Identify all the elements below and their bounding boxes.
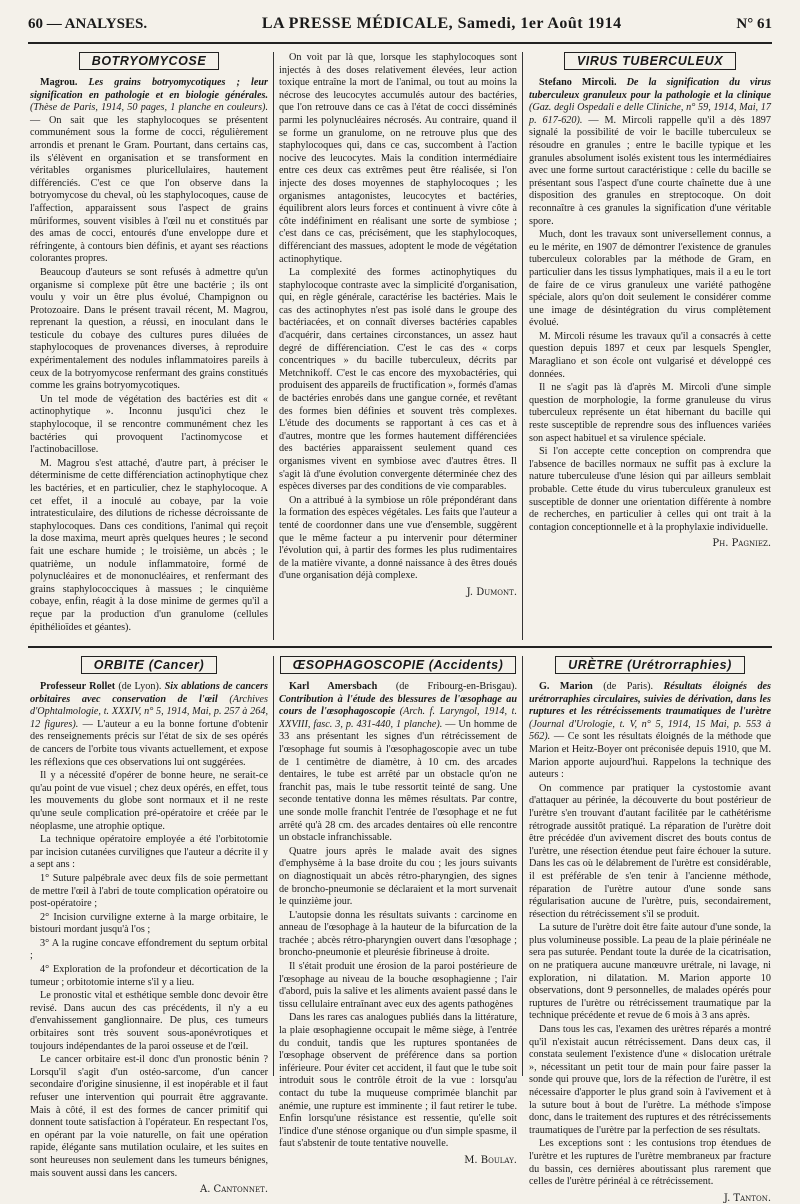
article-uretre	[529, 681, 771, 1189]
paragraph: Il ne s'agit pas là d'après M. Mircoli d'une simple question de morphologie, la forme granuleuse du virus tuberculeux représente un état hibernant du bacille qui reste susceptible de reprendre sous des influences variées son aspect habituel et sa virulence spéciale.	[529, 382, 771, 444]
paragraph: — M. Mircoli rappelle qu'il a dès 1897 signalé la possibilité de voir le bacille tuberculeux se résoudre en granules ; entre le bacille typique et les granules absolument isolés existent tous les intermédiaires avec une forme surtout caractéristique : celle du bacille se présentant sous l'aspect d'une courte chaînette due à une disposition des granules en streptocoque. On doit reconnaître à ces granules la signification d'une véritable spore.	[529, 114, 771, 227]
paragraph: Si l'on accepte cette conception on comprendra que l'absence de bacilles normaux ne suffit pas à exclure la nature tuberculeuse d'une lésion qui par ailleurs semblait probable. Cette étude du virus tuberculeux granuleux est susceptible de donner une orientation différente à nombre de recherches, en particulier à celles qui ont trait à la contagion conceptionnelle et à la prophylaxie individuelle.	[529, 446, 771, 533]
article-botryomycose-part1	[30, 77, 268, 634]
article-title: De la signification du virus tuberculeux granuleux pour la pathologie et la clinique	[529, 77, 772, 101]
signature: Ph. Pagniez.	[712, 538, 771, 550]
paragraph: Dans les rares cas analogues publiés dans la littérature, la plaie œsophagienne occupait le même siège, à l'entrée du conduit, tandis que les ruptures spontanées de l'œsophage observent de préférence dans sa portion inférieure. Pour éviter cet accident, il faut que le tube soit introduit sous le contrôle étroit de la vue : lorsqu'au contact du tube la muqueuse comprimée blanchit par anémie, une rupture est imminente ; il faut retirer le tube. Enfin lorsqu'une résistance est ressentie, qu'elle soit l'indice d'une sténose organique ou d'un simple spasme, il faut s'abstenir de toute tentative nouvelle.	[279, 1012, 517, 1150]
author-name: Stefano Mircoli.	[539, 77, 617, 88]
paragraph: On voit par là que, lorsque les staphylocoques sont injectés à des doses relativement élevées, leur action toxique entraîne la mort de l'animal, ou tout au moins la nécrose des leucocytes accumulés autour des bactéries, que l'on retrouve dans ce cas à l'état de cocci disséminés parmi les polynucléaires nécrosés. Au contraire, quand il se forme un granulome, on ne retrouve plus que des staphylocoques qui, dans ce cas, succombent à l'action nocive des leucocytes. Mais la condition intermédiaire entre ces deux cas extrêmes peut être réalisée, si l'on injecte des doses moyennes de staphylocoques ; les organismes antagonistes, leucocytes et bactéries, équilibrent alors leurs forces et continuent à vivre côte à côte indéfiniment en réalisant une sorte de symbiose ; c'est dans ce cas, précisément, que les staphylocoques, différenciant des massues, adoptent le mode de végétation actinophytique.	[279, 52, 517, 265]
column-orbite	[30, 656, 268, 1196]
signature: J. Dumont.	[466, 586, 517, 598]
paragraph: 4° Exploration de la profondeur et décortication de la tumeur ; orbitotomie interne s'il y a lieu.	[30, 964, 268, 988]
author-name: G. Marion	[539, 681, 593, 692]
article-oesophagoscopie	[279, 681, 517, 1151]
section-title-virus: VIRUS TUBERCULEUX	[564, 52, 736, 70]
section-title-oesophagoscopie: ŒSOPHAGOSCOPIE (Accidents)	[280, 656, 517, 674]
author-affiliation: (de Paris).	[603, 681, 654, 692]
signature: M. Boulay.	[464, 1154, 517, 1166]
paragraph: 2° Incision curviligne externe à la marge orbitaire, le bistouri mordant jusqu'à l'os ;	[30, 911, 268, 936]
article-title: Contribution à l'étude des blessures de l'œsophage au cours de l'œsophagoscopie	[279, 693, 517, 718]
paragraph: Beaucoup d'auteurs se sont refusés à admettre qu'un organisme si complexe pût être une bactérie ; ils ont voulu y voir un être plus évolué, Champignon ou Protozoaire. Dans le présent travail récent, M. Magrou, reprenant la question, a réussi, en inoculant dans le testicule du cobaye des cultures pures diluées de staphylocoques de provenances diverses, à reproduire expérimentalement des nodules inflammatoires pareils à ceux de la botryomycose renfermant des grains constitués comme les grains botryomycotiques.	[30, 266, 268, 392]
signature: J. Tanton.	[723, 1192, 771, 1204]
section-title-botryomycose: BOTRYOMYCOSE	[79, 52, 220, 70]
column-virus	[529, 52, 771, 640]
article-orbite	[30, 681, 268, 1180]
paragraph: M. Magrou s'est attaché, d'autre part, à préciser le déterminisme de cette différenciation actinophytique chez les bactéries, et en particulier, chez le staphylocoque. A cet effet, il a inoculé au cobaye, par la voie intratesticulaire, des dilutions de richesse décroissante de staphylocoques. Dans ces conditions, l'animal qui reçoit la dose maxima, meurt après quelques heures ; le second fait une eschare humide ; le troisième, un abcès ; le quatrième, un nodule inflammatoire, formé de polynucléaires et de mononucléaires, et renfermant des grains staphylococciques à massues ; le cinquième cobaye, enfin, réagit à la dose minime de germes qu'il a reçue par la production d'un granulome (cellules épithélioïdes et géantes).	[30, 457, 268, 633]
paragraph: — Un homme de 33 ans présentant les signes d'un rétrécissement de l'œsophage fut soumis à l'œsophagoscopie avec un tube de 1 centimètre de diamètre, à 10 cm. des arcades dentaires, le tube est arrêté par un obstacle qu'on ne franchit pas, mais le tube ressortit teinté de sang. Une seconde tentative donna les mêmes résultats. Par contre, une sonde molle franchit l'entrée de l'œsophage et ne fut arrêté qu'à 28 cm. des arcades dentaires où elle rencontre un obstacle infranchissable.	[279, 718, 518, 844]
paragraph: 3° A la rugine concave effondrement du septum orbital ;	[30, 937, 268, 962]
paragraph: 1° Suture palpébrale avec deux fils de soie permettant de mettre l'œil à l'abri de toute complication opératoire ou post-opératoire ;	[30, 872, 268, 910]
author-name: Karl Amersbach	[289, 681, 378, 692]
paragraph: On commence par pratiquer la cystostomie avant d'attaquer au périnée, la découverte du bout postérieur de l'urètre s'en trouvant d'autant facilitée par le cathétérisme rétrograde aussitôt pratiqué. La réparation de l'urètre doit être précédée d'un avivement discret des bouts contus de l'urètre, une résection étendue peut faire échouer la suture. Dans les cas où le délabrement de l'urètre est considérable, il est préférable de s'en tenir à l'ancienne méthode, réparation de l'urètre autour d'une sonde sans régularisation aucune de l'urètre, puis, secondairement, résection du rétrécissement s'il se produit.	[529, 782, 771, 920]
column-divider	[273, 656, 274, 1076]
column-divider	[522, 656, 523, 1076]
paragraph: — L'auteur a eu la bonne fortune d'obtenir des renseignements précis sur l'état de six de ses opérés de cancers de l'orbite tous vivants actuellement, et expose les réflexions que ces observations lui ont suggérées.	[30, 718, 268, 768]
article-reference: (Journal d'Urologie, t. V, n° 5, 1914, 15 Mai, p. 553 à 562).	[529, 718, 771, 743]
article-title: Résultats éloignés des urétrorraphies circulaires, suivies de dérivation, dans les ruptures et les rétrécissements traumatiques de l'urètre	[529, 681, 772, 718]
paragraph: Il s'était produit une érosion de la paroi postérieure de l'œsophage au niveau de la bouche œsophagienne ; l'air d'abord, puis la salive et les aliments avaient passé dans le tissu cellulaire entraînant avec eux des agents pathogènes	[279, 961, 517, 1010]
paragraph: La complexité des formes actinophytiques du staphylocoque contraste avec la simplicité d'organisation, qui, en règle générale, caractérise les bactéries. Mais le cas des actinophytes n'est pas isolé dans le groupe des bactériacées, et on connaît diverses bactéries capables d'acquérir, dans certaines circonstances, un assez haut degré de différenciation. C'est le cas des « corps concentriques » du bacille tuberculeux, décrits par Metchnikoff. C'est le cas encore des myxobactéries, qui produisent des appareils de fructification », formés d'amas de bactéries enrobés dans une gangue cornée, et revêtant des formes bien définies et souvent très complexes. L'étude des documents se rapportant à ces cas et à d'autres, montre que les formes hautement différenciées des bactéries apparaissent seulement quand ces organismes vivent en symbiose avec d'autres êtres. Il s'agit là d'une évolution convergente déterminée chez des espèces diverses par des conditions de vie comparables.	[279, 267, 517, 493]
article-virus	[529, 77, 771, 534]
article-reference: (Arch. f. Laryngol, 1914, t. XXVIII, fasc. 3, p. 431-440, 1 planche).	[279, 706, 518, 730]
paragraph: On a attribué à la symbiose un rôle prépondérant dans la formation des espèces végétales. Les faits que l'auteur a tenté de coordonner dans une vue d'ensemble, suggèrent que le même facteur a pu intervenir pour déterminer l'évolution qui, à partir des formes les plus rudimentaires de la matière vivante, a donné naissance à des êtres doués d'une organisation déjà complexe.	[279, 494, 517, 582]
paragraph: Much, dont les travaux sont universellement connus, a eu le mérite, en 1907 de démontrer l'existence de granules tuberculeux colorables par la méthode de Gram, en particulier dans les tissus lymphatiques, mais il a eu le tort de faire de ce virus granuleux une variété pathogène spéciale, alors qu'on doit seulement le considérer comme une image de désintégration du virus complètement évolué.	[529, 229, 771, 329]
paragraph: Quatre jours après le malade avait des signes d'emphysème à la base droite du cou ; les jours suivants on diagnostiquait un abcès rétro-pharyngien, des signes de broncho-pneumonie se déclaraient et la mort survenait le quinzième jour.	[279, 845, 517, 908]
paragraph: — On sait que les staphylocoques se présentent communément sous la forme de cocci, régulièrement arrondis et prenant le Gram. Pourtant, dans certains cas, ils s'élèvent en organisation et se transforment en véritables organismes pluricellulaires, hautement différenciés. C'est ce que l'on observe dans la botryomycose du cheval, où les staphylocoques, cause de l'affection, apparaissent sous l'aspect de grains mûriformes, souvent visibles à l'œil nu et constitués par des amas de cocci, entourés d'une enveloppe dure et réfringente, à contours bien définis, et ayant ses réactions colorantes propres.	[30, 114, 268, 265]
paragraph: L'autopsie donna les résultats suivants : carcinome en anneau de l'œsophage à la hauteur de la bifurcation de la trachée ; abcès rétro-pharyngien ouvert dans l'œsophage ; broncho-pneumonie et pleurésie fibrineuse à droite.	[279, 909, 517, 959]
paragraph: — Ce sont les résultats éloignés de la méthode que Marion et Heitz-Boyer ont préconisée depuis 1910, que M. Marion apporte aujourd'hui. Rappelons la technique des auteurs :	[529, 731, 772, 781]
column-divider	[522, 52, 523, 640]
author-affiliation: (de Lyon).	[118, 681, 162, 692]
paragraph: M. Mircoli résume les travaux qu'il a consacrés à cette question depuis 1897 et ceux par lesquels Spengler, Maragliano et son école ont vulgarisé et développé ces données.	[529, 330, 771, 380]
article-title: Les grains botryomycotiques ; leur signification en pathologie et en biologie générales.	[30, 77, 269, 101]
column-botryomycose-left	[30, 52, 268, 640]
section-title-orbite: ORBITE (Cancer)	[81, 656, 217, 674]
paragraph: Il y a nécessité d'opérer de bonne heure, ne serait-ce qu'au point de vue visuel ; chez deux opérés, en effet, tous les mouvements du globe sont normaux et il ne reste qu'une seule complication pré-opératoire et créée par le néoplasme, une atrophie optique.	[30, 770, 268, 832]
paragraph: Les exceptions sont : les contusions trop étendues de l'urètre et les ruptures de l'urètre membraneux par fracture du bassin, ces dernières aboutissant plus rarement que celles de l'urètre périnéal à ce rétrécissement.	[529, 1138, 771, 1188]
column-oesophagoscopie	[279, 656, 518, 1166]
column-botryomycose-right	[279, 52, 517, 640]
paragraph: Dans tous les cas, l'examen des urètres réparés a montré qu'il n'existait aucun rétrécissement. Dans deux cas, il constata seulement l'existence d'une « dislocation urétrale », nécessitant un petit tour de main pour faire passer la sonde qui prouve que, lors de la réfection de l'urètre, il est nécessaire d'apporter le plus grand soin à l'avivement et à la suture bout à bout de l'urètre. La méthode s'impose donc, dans le traitement des ruptures et des rétrécissements traumatiques de l'urètre par la perfection de ses résultats.	[529, 1024, 771, 1136]
author-name: Magrou.	[40, 77, 78, 88]
author-affiliation: (de Fribourg-en-Brisgau).	[395, 681, 517, 692]
article-reference: (Thèse de Paris, 1914, 50 pages, 1 planche en couleurs).	[30, 102, 268, 114]
article-botryomycose-part2	[279, 52, 517, 583]
masthead: LA PRESSE MÉDICALE, Samedi, 1er Août 1914	[261, 15, 622, 32]
paragraph: Le pronostic vital et esthétique semble donc devoir être revisé. Dans aucun des cas précédents, il n'y a eu d'envahissement ganglionnaire. De plus, ces tumeurs orbitaires sont très souvent sous-aponévrotiques et toujours indépendantes de la paroi osseuse et de l'œil.	[30, 990, 268, 1052]
column-divider	[273, 52, 274, 640]
issue-number: N° 61	[736, 15, 772, 32]
article-reference: (Archives d'Ophtalmologie, t. XXXIV, n° 5, 1914, Mai, p. 257 à 264, 12 figures).	[30, 693, 268, 730]
column-uretre	[529, 656, 772, 1204]
paragraph: La suture de l'urètre doit être faite autour d'une sonde, la plus volumineuse possible. La peau de la plaie périnéale ne sera pas suturée. Pendant toute la durée de la cicatrisation, on ne pratiquera aucune manœuvre urétrale, ni lavage, ni exploration, ni dilatation. M. Marion apporte 10 observations, dont 9 personnelles, de malades opérés pour ruptures de l'urètre ou rétrécissement traumatique par la technique précédente et revue de 6 mois à 3 ans après.	[529, 922, 771, 1022]
paragraph: La technique opératoire employée a été l'orbitotomie par incision cutanées curvilignes que l'auteur a décrite il y a sept ans :	[30, 834, 268, 871]
section-divider	[28, 646, 772, 648]
paragraph: Un tel mode de végétation des bactéries est dit « actinophytique ». Inconnu jusqu'ici chez le staphylocoque, il se rencontre communément chez les bactéries qui provoquent l'actinomycose et l'actinobacillose.	[30, 393, 268, 456]
article-reference: (Gaz. degli Ospedali e delle Cliniche, n° 59, 1914, Mai, 17 p. 617-620).	[529, 102, 771, 126]
page-header	[28, 6, 772, 44]
article-title: Six ablations de cancers orbitaires avec conservation de l'œil	[30, 681, 268, 705]
signature: A. Cantonnet.	[199, 1184, 268, 1196]
page-number: 60 — ANALYSES.	[28, 15, 148, 32]
author-name: Professeur Rollet	[40, 681, 116, 692]
paragraph: Le cancer orbitaire est-il donc d'un pronostic bénin ? Lorsqu'il s'agit d'un ostéo-sarcome, d'un cancer secondaire d'origine sinusienne, il est inopérable et il faut refuser une intervention qui pourrait être aggravante. Mais à côté, il est des formes de cancer primitif qui donnent toute satisfaction à l'opérateur. En respectant l'os, en opérant par la voie naturelle, on fait une opération rapide, élégante sans mutilation oculaire, et les suites en sont heureuses non seulement dans les tumeurs bénignes, mais souvent aussi dans les cancers.	[30, 1054, 268, 1179]
section-title-uretre: URÈTRE (Urétrorraphies)	[555, 656, 745, 674]
